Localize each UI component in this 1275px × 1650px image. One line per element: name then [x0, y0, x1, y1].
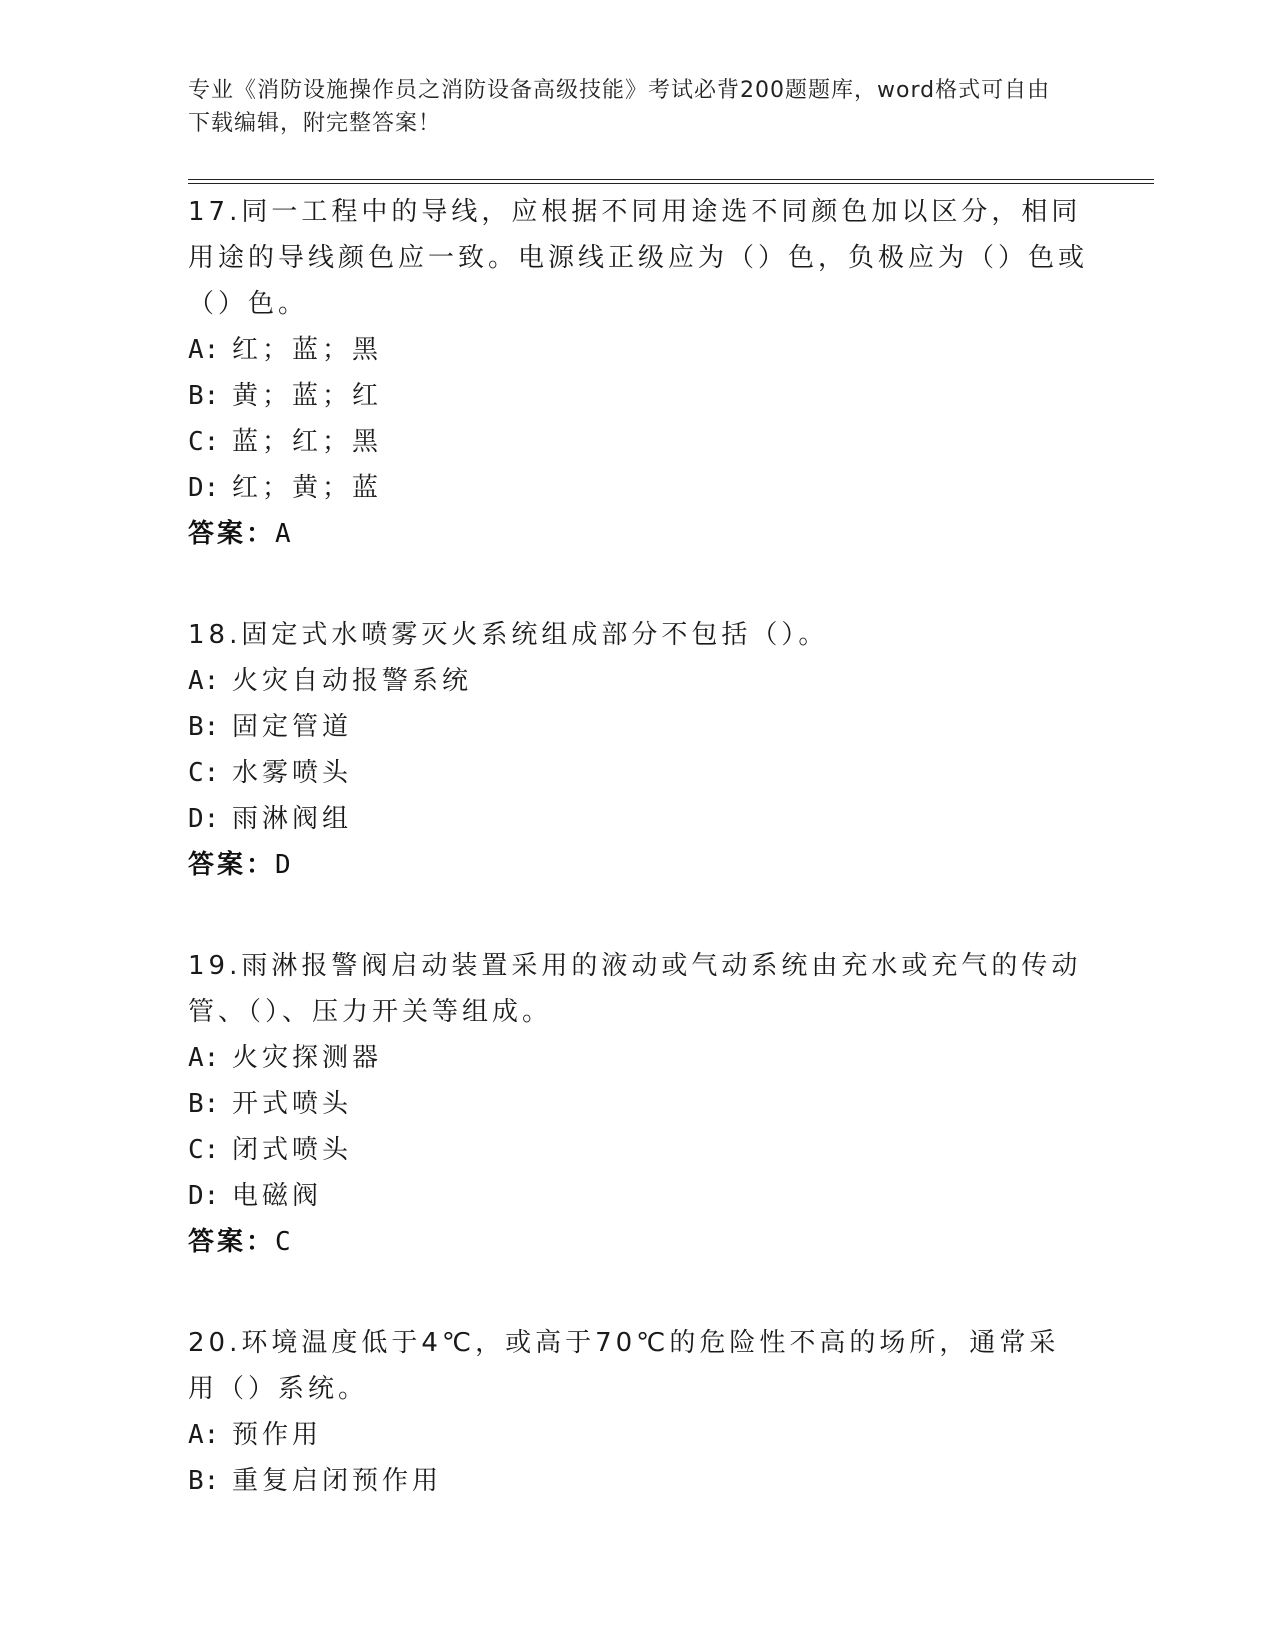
option-text: 预作用 — [232, 1420, 323, 1450]
option-b — [188, 373, 1088, 419]
answer-value: C — [275, 1227, 291, 1257]
option-letter: C: — [188, 758, 220, 788]
question-19 — [188, 943, 1088, 1265]
option-letter: A: — [188, 1420, 220, 1450]
question-text: 17.同一工程中的导线，应根据不同用途选不同颜色加以区分，相同用途的导线颜色应一致。电源线正级应为（）色，负极应为（）色或（）色。 — [188, 197, 1089, 319]
option-text: 红；黄；蓝 — [232, 473, 383, 503]
option-letter: C: — [188, 427, 220, 457]
answer-line — [188, 511, 1088, 557]
question-18 — [188, 612, 1088, 888]
option-text: 火灾探测器 — [232, 1043, 383, 1073]
option-letter: B: — [188, 1466, 220, 1496]
option-letter: C: — [188, 1135, 220, 1165]
option-text: 开式喷头 — [232, 1089, 353, 1119]
question-17 — [188, 189, 1088, 557]
option-letter: B: — [188, 712, 220, 742]
question-text: 18.固定式水喷雾灭火系统组成部分不包括（）。 — [188, 620, 829, 650]
question-list — [188, 189, 1088, 1559]
option-c — [188, 750, 1088, 796]
option-text: 火灾自动报警系统 — [232, 666, 473, 696]
option-letter: A: — [188, 666, 220, 696]
answer-label: 答案： — [188, 519, 276, 549]
option-d — [188, 1173, 1088, 1219]
option-d — [188, 465, 1088, 511]
option-text: 红；蓝；黑 — [232, 335, 383, 365]
option-text: 闭式喷头 — [232, 1135, 353, 1165]
question-20 — [188, 1320, 1088, 1504]
option-text: 雨淋阀组 — [232, 804, 353, 834]
header-divider-top — [188, 179, 1154, 180]
option-letter: D: — [188, 804, 220, 834]
option-c — [188, 419, 1088, 465]
option-letter: D: — [188, 473, 220, 503]
header-divider-bottom — [188, 183, 1154, 184]
option-text: 固定管道 — [232, 712, 353, 742]
answer-value: A — [275, 519, 291, 549]
option-letter: B: — [188, 1089, 220, 1119]
document-header: 专业《消防设施操作员之消防设备高级技能》考试必背200题题库，word格式可自由下载编辑，附完整答案！ — [188, 78, 1051, 136]
question-text: 19.雨淋报警阀启动装置采用的液动或气动系统由充水或充气的传动管、（）、压力开关等组成。 — [188, 951, 1082, 1027]
option-b — [188, 704, 1088, 750]
answer-line — [188, 842, 1088, 888]
option-a — [188, 1412, 1088, 1458]
option-text: 水雾喷头 — [232, 758, 353, 788]
option-c — [188, 1127, 1088, 1173]
option-letter: D: — [188, 1181, 220, 1211]
option-a — [188, 1035, 1088, 1081]
answer-label: 答案： — [188, 1227, 276, 1257]
option-a — [188, 327, 1088, 373]
option-letter: A: — [188, 335, 220, 365]
option-text: 蓝；红；黑 — [232, 427, 383, 457]
option-text: 电磁阀 — [232, 1181, 323, 1211]
option-text: 黄；蓝；红 — [232, 381, 383, 411]
option-b — [188, 1081, 1088, 1127]
option-letter: A: — [188, 1043, 220, 1073]
option-d — [188, 796, 1088, 842]
answer-value: D — [275, 850, 291, 880]
answer-line — [188, 1219, 1088, 1265]
option-letter: B: — [188, 381, 220, 411]
answer-label: 答案： — [188, 850, 276, 880]
option-text: 重复启闭预作用 — [232, 1466, 443, 1496]
question-text: 20.环境温度低于4℃，或高于70℃的危险性不高的场所，通常采用（）系统。 — [188, 1328, 1060, 1404]
option-b — [188, 1458, 1088, 1504]
option-a — [188, 658, 1088, 704]
